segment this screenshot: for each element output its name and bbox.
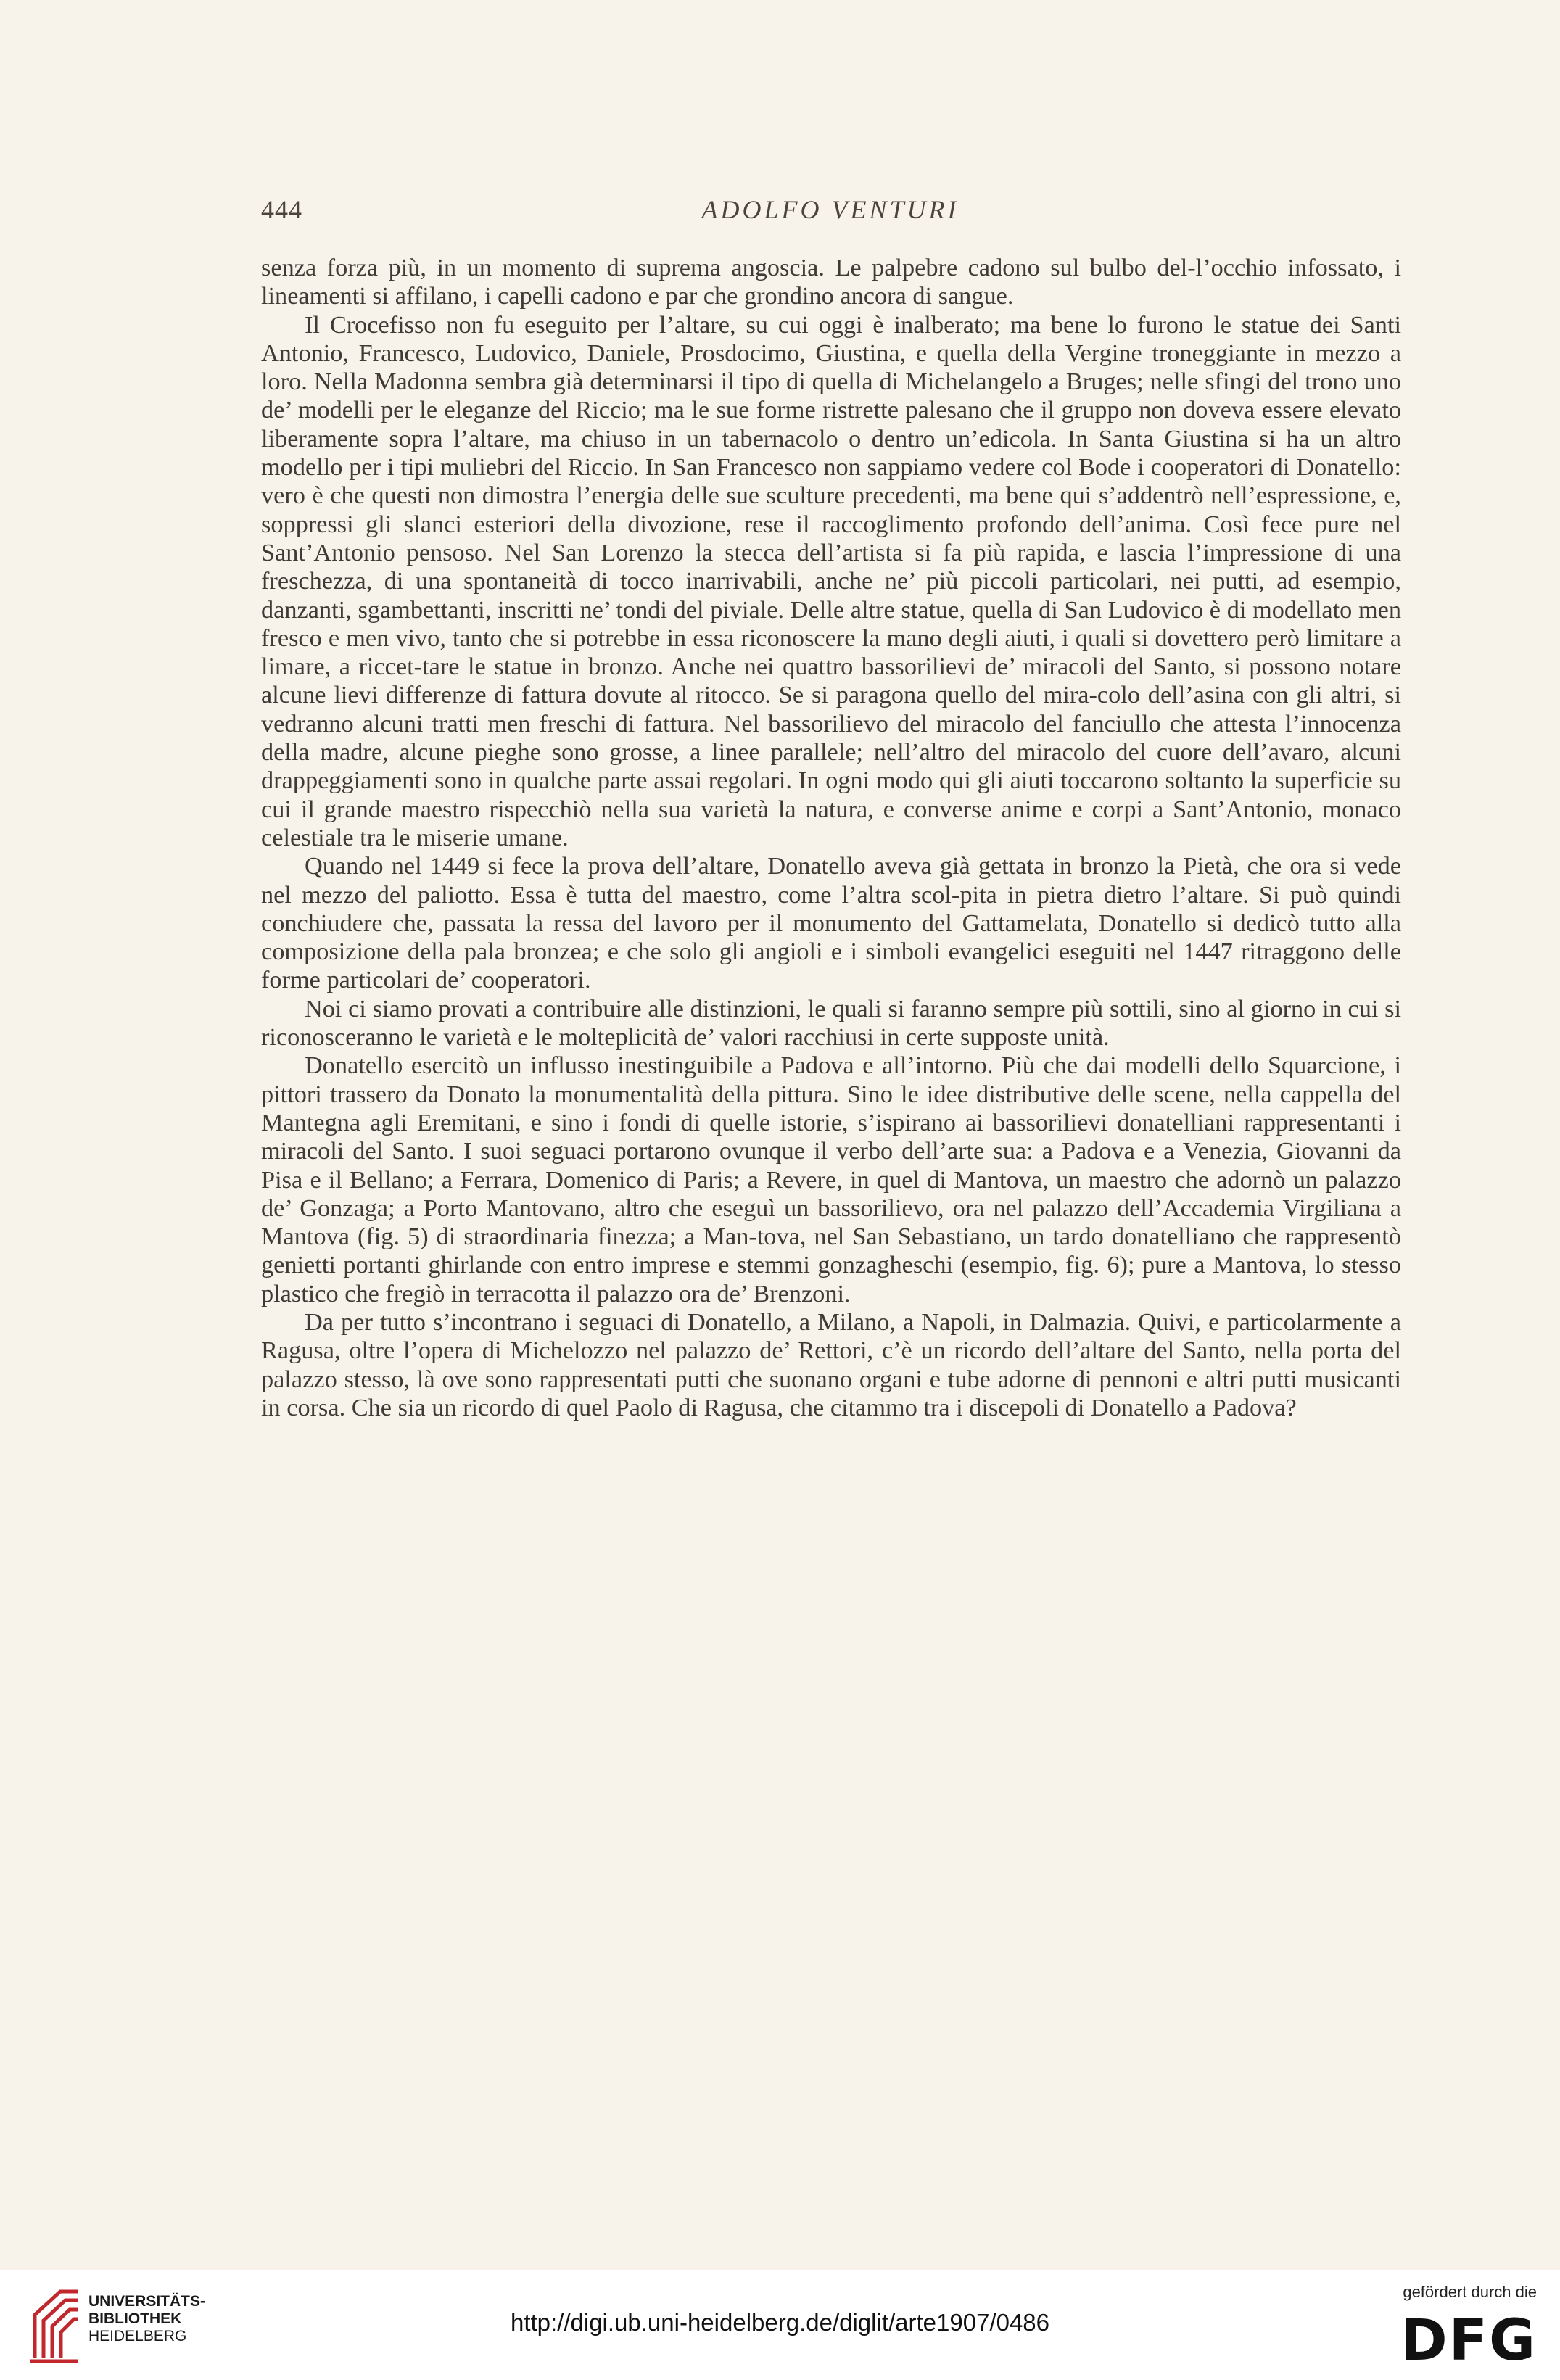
digitization-footer	[0, 2270, 1560, 2380]
library-name-line-3: HEIDELBERG	[88, 2328, 187, 2344]
permalink-url[interactable]: http://digi.ub.uni-heidelberg.de/diglit/arte1907/0486	[510, 2309, 1050, 2336]
paragraph-6: Da per tutto s’incontrano i seguaci di Donatello, a Milano, a Napoli, in Dalmazia. Quivi, e particolarmente a Ragusa, oltre l’opera di Michelozzo nel palazzo de’ Rettori, c’è un ricordo dell’altare del Santo, nella porta del palazzo stesso, là ove sono rappresentati putti che suonano organi e tube adorne di pennoni e altri putti musicanti in corsa. Che sia un ricordo di quel Paolo di Ragusa, che citammo tra i discepoli di Donatello a Padova?	[261, 1307, 1401, 1421]
paragraph-3: Quando nel 1449 si fece la prova dell’altare, Donatello aveva già gettata in bronzo la Pietà, che ora si vede nel mezzo del paliotto. Essa è tutta del maestro, come l’altra scol-pita in pietra dietro l’altare. Si può quindi conchiudere che, passata la ressa del lavoro per il monumento del Gattamelata, Donatello si dedicò tutto alla composizione della pala bronzea; e che solo gli angioli e i simboli evangelici eseguiti nel 1447 ritraggono delle forme particolari de’ cooperatori.	[261, 852, 1401, 994]
library-name-line-1: UNIVERSITÄTS-	[88, 2293, 206, 2310]
paragraph-4: Noi ci siamo provati a contribuire alle distinzioni, le quali si faranno sempre più sottili, sino al giorno in cui si riconosceranno le varietà e le molteplicità de’ valori racchiusi in certe supposte unità.	[261, 994, 1401, 1051]
running-head-author: ADOLFO VENTURI	[701, 195, 959, 224]
paragraph-5: Donatello esercitò un influsso inestinguibile a Padova e all’intorno. Più che dai modelli dello Squarcione, i pittori trassero da Donato la monumentalità della pittura. Sino le idee distributive delle scene, nella cappella del Mantegna agli Eremitani, e sino i fondi di quelle istorie, s’ispirano ai bassorilievi donatelliani rappresentanti i miracoli del Santo. I suoi seguaci portarono ovunque il verbo dell’arte sua: a Padova e a Venezia, Giovanni da Pisa e il Bellano; a Ferrara, Domenico di Paris; a Revere, in quel di Mantova, un maestro che adornò un palazzo de’ Gonzaga; a Porto Mantovano, altro che eseguì un bassorilievo, ora nel palazzo dell’Accademia Virgiliana a Mantova (fig. 5) di straordinaria finezza; a Man-tova, nel San Sebastiano, un tardo donatelliano che rappresentò genietti portanti ghirlande con entro imprese e stemmi gonzagheschi (esempio, fig. 6); pure a Mantova, lo stesso plastico che fregiò in terracotta il palazzo ora de’ Brenzoni.	[261, 1051, 1401, 1307]
body-text	[261, 254, 1401, 1422]
paragraph-2: Il Crocefisso non fu eseguito per l’altare, su cui oggi è inalberato; ma bene lo furono le statue dei Santi Antonio, Francesco, Ludovico, Daniele, Prosdocimo, Giustina, e quella della Vergine troneggiante in mezzo a loro. Nella Madonna sembra già determinarsi il tipo di quella di Michelangelo a Bruges; nelle sfingi del trono uno de’ modelli per le eleganze del Riccio; ma le sue forme ristrette palesano che il gruppo non doveva essere elevato liberamente sopra l’altare, ma chiuso in un tabernacolo o dentro un’edicola. In Santa Giustina si ha un altro modello per i tipi muliebri del Riccio. In San Francesco non sappiamo vedere col Bode i cooperatori di Donatello: vero è che questi non dimostra l’energia delle sue sculture precedenti, ma bene qui s’addentrò nell’espressione, e, soppressi gli slanci esteriori della divozione, rese il raccoglimento profondo dell’anima. Così fece pure nel Sant’Antonio pensoso. Nel San Lorenzo la stecca dell’artista si fa più rapida, e lascia l’impressione di una freschezza, di una spontaneità di tocco inarrivabili, anche ne’ più piccoli particolari, nei putti, ad esempio, danzanti, sgambettanti, inscritti ne’ tondi del piviale. Delle altre statue, quella di San Ludovico è di modellato men fresco e men vivo, tanto che si potrebbe in essa riconoscere la mano degli aiuti, i quali si dovettero però limitare a limare, a riccet-tare le statue in bronzo. Anche nei quattro bassorilievi de’ miracoli del Santo, si possono notare alcune lievi differenze di fattura dovute al ritocco. Se si paragona quello del mira-colo dell’asina con gli altri, si vedranno alcuni tratti men freschi di fattura. Nel bassorilievo del miracolo del fanciullo che attesta l’innocenza della madre, alcune pieghe sono grosse, a linee parallele; nell’altro del miracolo del cuore dell’avaro, alcuni drappeggiamenti sono in qualche parte assai regolari. In ogni modo qui gli aiuti toccarono soltanto la superficie su cui il grande maestro rispecchiò nella sua varietà la natura, e converse anime e corpi a Sant’Antonio, monaco celestiale tra le miserie umane.	[261, 310, 1401, 851]
dfg-logo-icon: DFG	[1400, 2308, 1537, 2373]
library-name-line-2: BIBLIOTHEK	[88, 2310, 182, 2327]
paragraph-1: senza forza più, in un momento di suprema angoscia. Le palpebre cadono sul bulbo del-l’occhio infossato, i lineamenti si affilano, i capelli cadono e par che grondino ancora di sangue.	[261, 254, 1401, 310]
page-number: 444	[261, 195, 302, 224]
running-head	[261, 194, 1400, 231]
funding-notice	[1392, 2283, 1537, 2373]
funding-caption: gefördert durch die	[1403, 2283, 1537, 2301]
